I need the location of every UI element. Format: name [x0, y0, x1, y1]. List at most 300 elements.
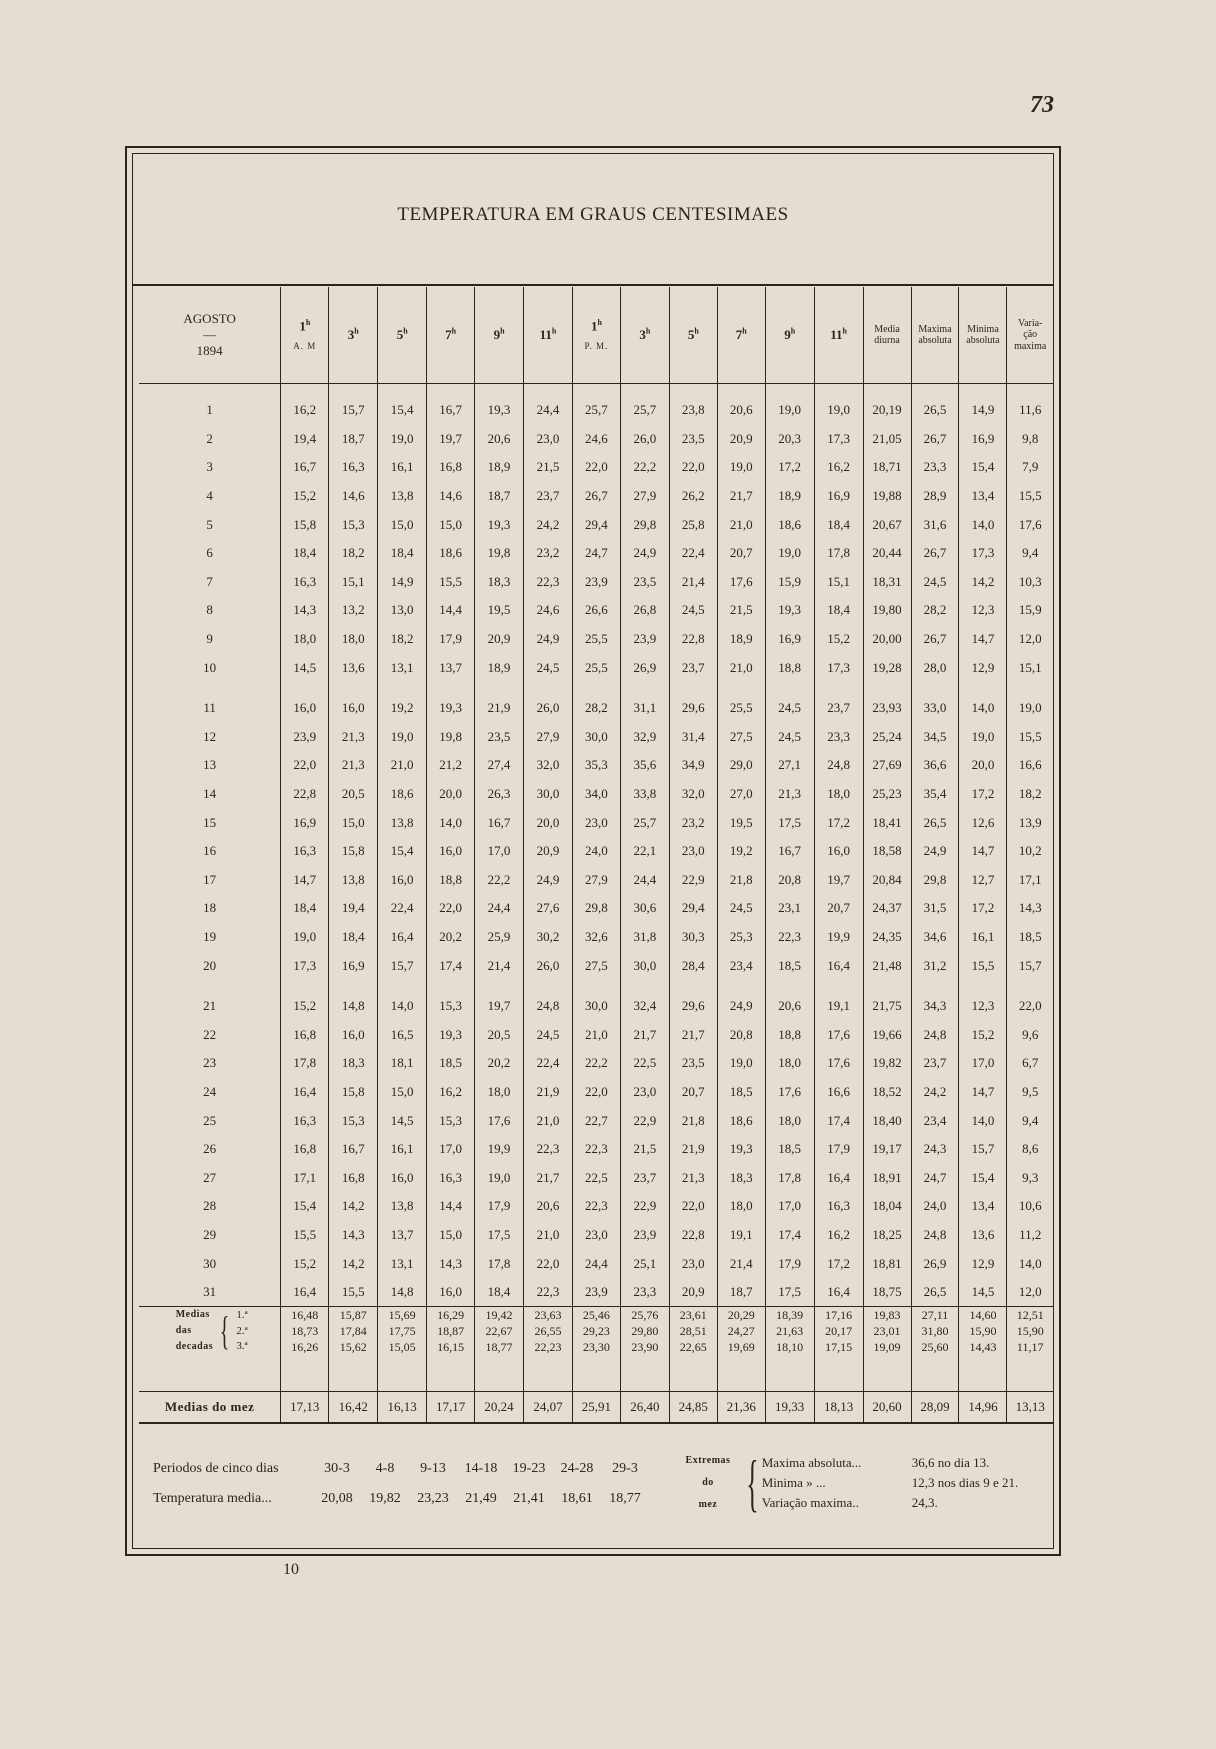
table-cell: 19,0 [378, 425, 427, 454]
table-cell: 17,5 [765, 808, 814, 837]
table-cell: 17,9 [427, 625, 475, 654]
table-cell: 9,3 [1022, 1169, 1039, 1185]
table-cell: 21,3 [669, 1163, 717, 1192]
day-number: 3 [139, 453, 281, 482]
table-cell: 20,67 [863, 510, 911, 539]
table-cell: 21,2 [427, 751, 475, 780]
table-cell: 24,9 [717, 992, 765, 1021]
table-cell: 16,0 [427, 1278, 475, 1307]
table-cell: 17,6 [765, 1078, 814, 1107]
table-cell: 18,6 [427, 539, 475, 568]
table-row [139, 596, 1053, 625]
temp-media-label: Temperatura media... [153, 1491, 272, 1506]
table-cell: 17,0 [959, 1049, 1007, 1078]
table-cell: 26,8 [620, 596, 669, 625]
table-cell: 21,7 [669, 1020, 717, 1049]
table-cell: 24,5 [765, 694, 814, 723]
table-cell: 24,5 [524, 1020, 573, 1049]
decade-cell: 23,61 [669, 1307, 717, 1323]
table-cell: 16,3 [814, 1192, 863, 1221]
table-cell: 14,7 [959, 837, 1007, 866]
table-cell: 14,0 [427, 808, 475, 837]
table-cell: 32,0 [524, 751, 573, 780]
table-cell: 14,7 [959, 1078, 1007, 1107]
table-cell: 31,2 [911, 951, 959, 980]
table-cell: 19,3 [717, 1135, 765, 1164]
table-cell: 24,5 [765, 723, 814, 752]
table-cell: 19,0 [281, 923, 329, 952]
table-row [139, 453, 1053, 482]
table-row [139, 992, 1053, 1021]
table-cell: 19,5 [475, 596, 524, 625]
table-cell: 16,1 [959, 923, 1007, 952]
table-cell: 13,6 [329, 653, 378, 682]
table-cell: 20,6 [524, 1192, 573, 1221]
month-mean-cell: 28,09 [911, 1392, 959, 1424]
table-cell: 23,8 [669, 396, 717, 425]
day-number: 4 [139, 482, 281, 511]
table-cell: 25,7 [620, 808, 669, 837]
decade-cell: 15,87 [329, 1307, 378, 1323]
table-cell: 21,7 [524, 1163, 573, 1192]
table-cell: 15,4 [959, 1163, 1007, 1192]
table-cell: 22,5 [620, 1049, 669, 1078]
table-cell: 23,9 [572, 1278, 620, 1307]
table-cell: 15,5 [281, 1221, 329, 1250]
table-cell: 24,8 [524, 992, 573, 1021]
footer-number: 10 [283, 1561, 299, 1578]
table-cell: 23,7 [524, 482, 573, 511]
table-cell: 26,3 [475, 780, 524, 809]
table-cell: 31,6 [911, 510, 959, 539]
table-cell: 23,0 [669, 837, 717, 866]
table-cell: 22,0 [572, 1078, 620, 1107]
table-cell: 32,9 [620, 723, 669, 752]
table-row [139, 723, 1053, 752]
table-cell: 19,9 [475, 1135, 524, 1164]
hour-label: 1$^h$ [590, 318, 602, 334]
table-frame [125, 146, 1061, 1556]
table-cell: 18,4 [281, 894, 329, 923]
table-cell: 14,2 [329, 1249, 378, 1278]
table-row [139, 653, 1053, 682]
day-number: 19 [139, 923, 281, 952]
table-cell: 16,0 [329, 694, 378, 723]
table-cell: 22,0 [669, 453, 717, 482]
table-cell: 19,8 [475, 539, 524, 568]
table-cell: 18,7 [717, 1278, 765, 1307]
table-cell: 22,8 [669, 1221, 717, 1250]
table-cell: 14,3 [427, 1249, 475, 1278]
period-value: 4-8 [375, 1461, 395, 1476]
table-cell: 21,5 [524, 453, 573, 482]
day-number: 26 [139, 1135, 281, 1164]
table-cell: 28,9 [911, 482, 959, 511]
table-cell: 11,2 [1019, 1226, 1042, 1242]
decade-cell: 24,27 [717, 1323, 765, 1339]
table-cell: 29,0 [717, 751, 765, 780]
table-cell: 18,0 [281, 625, 329, 654]
decade-cell: 31,80 [911, 1323, 959, 1339]
table-cell: 18,2 [378, 625, 427, 654]
table-cell: 26,7 [572, 482, 620, 511]
table-row [139, 923, 1053, 952]
table-cell: 19,7 [475, 992, 524, 1021]
table-cell: 18,6 [717, 1106, 765, 1135]
table-cell: 15,8 [329, 1078, 378, 1107]
table-cell: 25,7 [620, 396, 669, 425]
day-number: 29 [139, 1221, 281, 1250]
table-cell: 14,8 [378, 1278, 427, 1307]
table-cell: 24,5 [669, 596, 717, 625]
table-cell: 17,9 [814, 1135, 863, 1164]
table-cell: 18,2 [329, 539, 378, 568]
table-cell: 16,4 [814, 1278, 863, 1307]
table-cell: 14,4 [427, 1192, 475, 1221]
table-cell: 17,2 [959, 780, 1007, 809]
table-cell: 15,0 [378, 510, 427, 539]
header-hour-5pm: 5$^h$ [669, 287, 717, 384]
table-cell: 24,4 [572, 1249, 620, 1278]
table-cell: 29,4 [669, 894, 717, 923]
extremas-line: Variação maxima.. 24,3. [761, 1495, 938, 1511]
table-cell: 24,9 [524, 866, 573, 895]
table-cell: 15,4 [378, 396, 427, 425]
table-cell: 13,8 [329, 866, 378, 895]
table-cell: 12,3 [959, 596, 1007, 625]
month-mean-cell: 24,85 [669, 1392, 717, 1424]
decade-cell: 23,63 [524, 1307, 573, 1323]
table-cell: 20,9 [717, 425, 765, 454]
table-cell: 16,8 [281, 1135, 329, 1164]
extremas-line: Maxima absoluta... 36,6 no dia 13. [761, 1454, 990, 1470]
table-row [139, 1249, 1053, 1278]
header-media-diurna: Media diurna [863, 287, 911, 384]
table-cell: 12,3 [959, 992, 1007, 1021]
table-cell: 12,9 [959, 1249, 1007, 1278]
decade-cell: 25,60 [911, 1339, 959, 1355]
day-number: 14 [139, 780, 281, 809]
table-cell: 20,9 [475, 625, 524, 654]
table-cell: 19,0 [1018, 700, 1042, 716]
table-cell: 22,4 [378, 894, 427, 923]
extremas-block [673, 1447, 1019, 1518]
table-row [139, 951, 1053, 980]
header-month: AGOSTO [183, 310, 236, 326]
table-cell: 18,0 [475, 1078, 524, 1107]
table-cell: 19,0 [765, 396, 814, 425]
table-cell: 17,8 [475, 1249, 524, 1278]
table-cell: 22,4 [524, 1049, 573, 1078]
table-cell: 18,4 [378, 539, 427, 568]
month-mean-cell: 17,13 [281, 1392, 329, 1424]
table-cell: 19,0 [475, 1163, 524, 1192]
table-cell: 21,4 [669, 568, 717, 597]
temp-media-value: 23,23 [417, 1491, 449, 1506]
month-mean-cell: 14,96 [959, 1392, 1007, 1424]
header-maxima-absoluta: Maxima absoluta [911, 287, 959, 384]
table-cell: 9,6 [1022, 1026, 1039, 1042]
table-cell: 16,9 [281, 808, 329, 837]
table-cell: 14,7 [959, 625, 1007, 654]
temp-media-value: 20,08 [321, 1491, 353, 1506]
header-hour-3am: 3$^h$ [329, 287, 378, 384]
day-number: 6 [139, 539, 281, 568]
table-cell: 25,5 [717, 694, 765, 723]
day-number: 1 [139, 396, 281, 425]
table-cell: 18,8 [765, 1020, 814, 1049]
table-cell: 29,8 [911, 866, 959, 895]
table-cell: 26,9 [620, 653, 669, 682]
table-cell: 18,7 [475, 482, 524, 511]
table-cell: 17,2 [959, 894, 1007, 923]
table-cell: 20,9 [524, 837, 573, 866]
table-cell: 15,9 [765, 568, 814, 597]
decade-cell: 17,16 [814, 1307, 863, 1323]
decade-label-cell [139, 1307, 281, 1355]
header-variacao-maxima: Varia- ção maxima [1007, 287, 1053, 384]
table-cell: 22,8 [669, 625, 717, 654]
table-cell: 18,4 [814, 596, 863, 625]
table-cell: 12,6 [959, 808, 1007, 837]
table-cell: 13,9 [1018, 814, 1042, 830]
table-cell: 20,0 [959, 751, 1007, 780]
decade-cell: 16,48 [281, 1307, 329, 1323]
decade-cell: 26,55 [524, 1323, 573, 1339]
table-cell: 19,3 [427, 1020, 475, 1049]
month-mean-cell: 16,42 [329, 1392, 378, 1424]
table-cell: 17,1 [281, 1163, 329, 1192]
table-cell: 18,5 [765, 951, 814, 980]
table-cell: 31,4 [669, 723, 717, 752]
table-cell: 16,8 [329, 1163, 378, 1192]
table-cell: 21,4 [717, 1249, 765, 1278]
table-cell: 24,35 [863, 923, 911, 952]
table-cell: 22,7 [572, 1106, 620, 1135]
table-cell: 19,1 [717, 1221, 765, 1250]
header-minima-absoluta: Minima absoluta [959, 287, 1007, 384]
table-cell: 26,7 [911, 425, 959, 454]
table-cell: 15,3 [427, 992, 475, 1021]
month-mean-cell: 17,17 [427, 1392, 475, 1424]
table-cell: 16,2 [281, 396, 329, 425]
table-cell: 20,7 [669, 1078, 717, 1107]
table-cell: 23,7 [620, 1163, 669, 1192]
table-cell: 18,4 [329, 923, 378, 952]
table-cell: 18,0 [765, 1049, 814, 1078]
table-cell: 14,3 [329, 1221, 378, 1250]
table-cell: 6,7 [1022, 1055, 1039, 1071]
table-row [139, 1106, 1053, 1135]
table-cell: 17,2 [814, 1249, 863, 1278]
header-hour-7pm: 7$^h$ [717, 287, 765, 384]
table-cell: 24,3 [911, 1135, 959, 1164]
table-cell: 19,80 [863, 596, 911, 625]
decade-cell: 27,11 [911, 1307, 959, 1323]
table-cell: 26,7 [911, 625, 959, 654]
table-cell: 31,1 [620, 694, 669, 723]
header-hour-7am: 7$^h$ [427, 287, 475, 384]
temp-media-value: 18,61 [561, 1491, 593, 1506]
decade-cell: 18,77 [475, 1339, 524, 1355]
table-cell: 13,8 [378, 808, 427, 837]
table-cell: 21,7 [717, 482, 765, 511]
table-cell: 27,0 [717, 780, 765, 809]
table-cell: 21,7 [620, 1020, 669, 1049]
table-cell: 19,0 [717, 453, 765, 482]
table-cell: 26,0 [524, 951, 573, 980]
table-cell: 17,4 [765, 1221, 814, 1250]
month-mean-cell: 16,13 [378, 1392, 427, 1424]
table-cell: 16,7 [765, 837, 814, 866]
table-cell: 22,9 [620, 1192, 669, 1221]
decade-cell: 25,76 [620, 1307, 669, 1323]
table-cell: 22,3 [524, 1278, 573, 1307]
table-cell: 14,2 [329, 1192, 378, 1221]
table-cell: 16,5 [378, 1020, 427, 1049]
month-means-label: Medias do mez [139, 1392, 281, 1424]
table-row [139, 568, 1053, 597]
table-cell: 25,5 [572, 653, 620, 682]
decade-cell: 16,26 [281, 1339, 329, 1355]
table-cell: 26,6 [572, 596, 620, 625]
table-cell: 21,4 [475, 951, 524, 980]
table-cell: 27,6 [524, 894, 573, 923]
table-cell: 15,2 [281, 992, 329, 1021]
table-cell: 20,6 [717, 396, 765, 425]
table-cell: 15,8 [329, 837, 378, 866]
table-cell: 22,8 [281, 780, 329, 809]
table-cell: 16,7 [281, 453, 329, 482]
table-row [139, 1221, 1053, 1250]
table-cell: 21,3 [765, 780, 814, 809]
table-cell: 21,48 [863, 951, 911, 980]
table-row [139, 539, 1053, 568]
table-cell: 10,3 [1018, 573, 1042, 589]
day-number: 28 [139, 1192, 281, 1221]
periods-label: Periodos de cinco dias [153, 1461, 279, 1476]
day-number: 24 [139, 1078, 281, 1107]
table-cell: 18,04 [863, 1192, 911, 1221]
table-cell: 16,4 [814, 1163, 863, 1192]
am-label: A. M [293, 340, 317, 351]
table-cell: 15,2 [281, 1249, 329, 1278]
table-cell: 12,0 [1018, 1284, 1042, 1300]
day-number: 30 [139, 1249, 281, 1278]
table-row [139, 1049, 1053, 1078]
table-cell: 15,5 [959, 951, 1007, 980]
table-cell: 14,0 [1018, 1255, 1042, 1271]
table-cell: 21,3 [329, 723, 378, 752]
table-cell: 18,41 [863, 808, 911, 837]
month-mean-cell: 20,60 [863, 1392, 911, 1424]
table-cell: 23,2 [524, 539, 573, 568]
table-cell: 16,4 [281, 1078, 329, 1107]
extremas-line: Minima » ... 12,3 nos dias 9 e 21. [761, 1474, 1019, 1490]
table-cell: 17,6 [475, 1106, 524, 1135]
table-cell: 16,3 [281, 1106, 329, 1135]
table-cell: 16,7 [329, 1135, 378, 1164]
table-cell: 24,5 [911, 568, 959, 597]
period-value: 29-3 [612, 1461, 638, 1476]
decade-cell: 19,69 [717, 1339, 765, 1355]
table-row [139, 1078, 1053, 1107]
table-cell: 29,8 [620, 510, 669, 539]
table-cell: 23,5 [475, 723, 524, 752]
table-cell: 34,5 [911, 723, 959, 752]
table-cell: 21,3 [329, 751, 378, 780]
table-cell: 27,9 [524, 723, 573, 752]
table-cell: 24,9 [524, 625, 573, 654]
table-cell: 22,4 [669, 539, 717, 568]
table-cell: 14,4 [427, 596, 475, 625]
table-cell: 19,9 [814, 923, 863, 952]
table-cell: 23,9 [572, 568, 620, 597]
table-cell: 15,2 [281, 482, 329, 511]
month-mean-cell: 18,13 [814, 1392, 863, 1424]
table-row [139, 837, 1053, 866]
table-cell: 35,3 [572, 751, 620, 780]
table-cell: 15,7 [959, 1135, 1007, 1164]
table-cell: 19,0 [765, 539, 814, 568]
table-cell: 18,40 [863, 1106, 911, 1135]
table-cell: 30,3 [669, 923, 717, 952]
table-row [139, 751, 1053, 780]
day-number: 21 [139, 992, 281, 1021]
table-cell: 16,1 [378, 1135, 427, 1164]
table-cell: 19,7 [427, 425, 475, 454]
table-cell: 32,6 [572, 923, 620, 952]
table-cell: 33,0 [911, 694, 959, 723]
table-cell: 18,7 [329, 425, 378, 454]
table-cell: 18,5 [765, 1135, 814, 1164]
table-cell: 24,8 [911, 1020, 959, 1049]
table-cell: 21,8 [669, 1106, 717, 1135]
table-cell: 18,9 [475, 453, 524, 482]
table-cell: 16,7 [475, 808, 524, 837]
table-cell: 17,3 [814, 425, 863, 454]
table-cell: 20,6 [765, 992, 814, 1021]
decade-cell: 29,23 [572, 1323, 620, 1339]
table-row [139, 625, 1053, 654]
table-cell: 27,69 [863, 751, 911, 780]
day-number: 25 [139, 1106, 281, 1135]
table-cell: 22,1 [620, 837, 669, 866]
decade-cell: 22,67 [475, 1323, 524, 1339]
table-cell: 15,0 [427, 1221, 475, 1250]
table-cell: 22,0 [669, 1192, 717, 1221]
table-cell: 19,82 [863, 1049, 911, 1078]
day-number: 9 [139, 625, 281, 654]
table-cell: 21,8 [717, 866, 765, 895]
table-cell: 18,3 [329, 1049, 378, 1078]
table-cell: 27,5 [572, 951, 620, 980]
table-cell: 15,2 [814, 625, 863, 654]
month-mean-cell: 26,40 [620, 1392, 669, 1424]
table-cell: 16,1 [378, 453, 427, 482]
table-cell: 16,2 [814, 1221, 863, 1250]
decade-cell: 17,15 [814, 1339, 863, 1355]
table-cell: 16,9 [329, 951, 378, 980]
day-number: 10 [139, 653, 281, 682]
decade-cell: 15,05 [378, 1339, 427, 1355]
table-row [139, 1135, 1053, 1164]
header-hour-11am: 11$^h$ [524, 287, 573, 384]
table-cell: 16,0 [281, 694, 329, 723]
table-cell: 13,7 [378, 1221, 427, 1250]
table-cell: 34,9 [669, 751, 717, 780]
day-number: 23 [139, 1049, 281, 1078]
